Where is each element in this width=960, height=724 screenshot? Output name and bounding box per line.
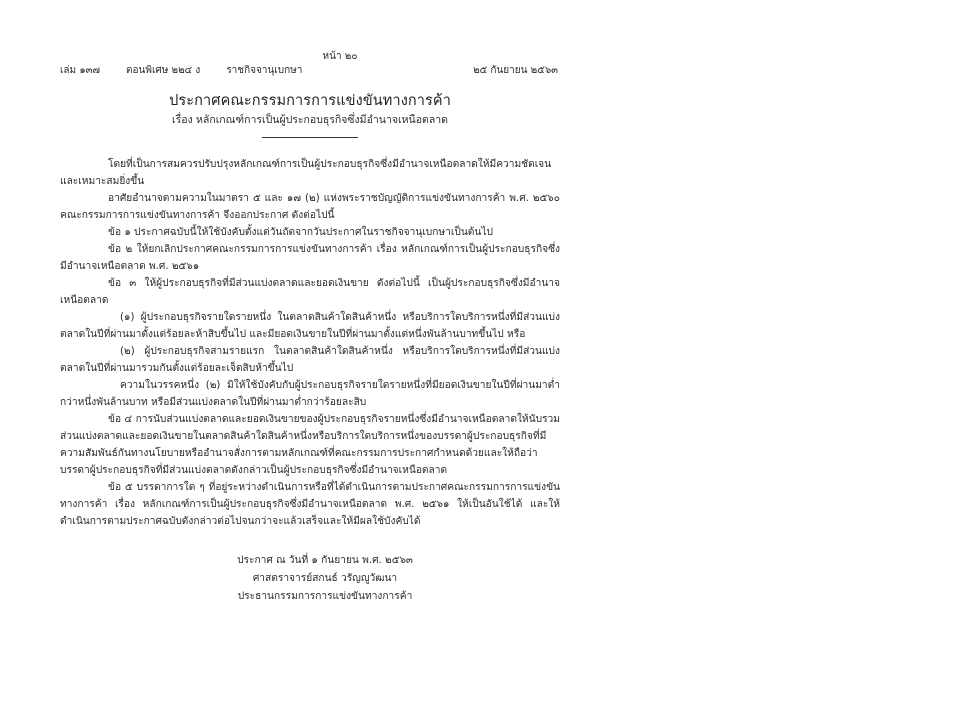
clause-1: ข้อ ๑ ประกาศฉบับนี้ให้ใช้บังคับตั้งแต่วันถัดจากวันประกาศในราชกิจจานุเบกษาเป็นต้นไป <box>108 227 493 238</box>
announcement-body <box>60 156 560 530</box>
clause-4: ข้อ ๔ การนับส่วนแบ่งตลาดและยอดเงินขายของผู้ประกอบธุรกิจรายหนึ่งซึ่งมีอำนาจเหนือตลาดให้นับรวมส่วนแบ่งตลาดและยอดเงินขายในตลาดสินค้าใดสินค้าหนึ่งหรือบริการใดบริการหนึ่งของบรรดาผู้ประกอบธุรกิจที่มีความสัมพันธ์กันทางนโยบายหรืออำนาจสั่งการตามหลักเกณฑ์ที่คณะกรรมการประกาศกำหนดด้วยและให้ถือว่าบรรดาผู้ประกอบธุรกิจที่มีส่วนแบ่งตลาดดังกล่าวเป็นผู้ประกอบธุรกิจซึ่งมีอำนาจเหนือตลาด <box>60 414 560 476</box>
clause-3-item-2: (๒) ผู้ประกอบธุรกิจสามรายแรก ในตลาดสินค้าใดสินค้าหนึ่ง หรือบริการใดบริการหนึ่งที่มีส่วนแบ่งตลาดในปีที่ผ่านมารวมกันตั้งแต่ร้อยละเจ็ดสิบห้าขึ้นไป <box>60 346 560 374</box>
section-number: ตอนพิเศษ ๒๒๔ ง <box>126 65 201 76</box>
gazette-header-left <box>60 64 302 78</box>
gazette-name: ราชกิจจานุเบกษา <box>226 65 303 76</box>
gazette-document <box>60 50 560 606</box>
title-divider <box>262 137 358 138</box>
volume-number: เล่ม ๑๓๗ <box>60 65 101 76</box>
page-number: หน้า ๒๐ <box>322 51 358 62</box>
clause-2: ข้อ ๒ ให้ยกเลิกประกาศคณะกรรมการการแข่งขันทางการค้า เรื่อง หลักเกณฑ์การเป็นผู้ประกอบธุรกิจซึ่งมีอำนาจเหนือตลาด พ.ศ. ๒๕๖๑ <box>60 244 560 272</box>
announcement-subject: เรื่อง หลักเกณฑ์การเป็นผู้ประกอบธุรกิจซึ่งมีอำนาจเหนือตลาด <box>172 114 448 126</box>
clause-5: ข้อ ๕ บรรดาการใด ๆ ที่อยู่ระหว่างดำเนินการหรือที่ได้ดำเนินการตามประกาศคณะกรรมการการแข่งขันทางการค้า เรื่อง หลักเกณฑ์การเป็นผู้ประกอบธุรกิจซึ่งมีอำนาจเหนือตลาด พ.ศ. ๒๕๖๑ ให้เป็นอันใช้ได้ และให้ดำเนินการตามประกาศฉบับดังกล่าวต่อไปจนกว่าจะแล้วเสร็จและให้มีผลใช้บังคับได้ <box>60 482 560 527</box>
clause-3: ข้อ ๓ ให้ผู้ประกอบธุรกิจที่มีส่วนแบ่งตลาดและยอดเงินขาย ดังต่อไปนี้ เป็นผู้ประกอบธุรกิจซึ่งมีอำนาจเหนือตลาด <box>60 278 560 306</box>
clause-3-exception: ความในวรรคหนึ่ง (๒) มิให้ใช้บังคับกับผู้ประกอบธุรกิจรายใดรายหนึ่งที่มียอดเงินขายในปีที่ผ่านมาต่ำกว่าหนึ่งพันล้านบาท หรือมีส่วนแบ่งตลาดในปีที่ผ่านมาต่ำกว่าร้อยละสิบ <box>60 380 560 408</box>
signatory-name: ศาสตราจารย์สกนธ์ วรัญญูวัฒนา <box>252 573 398 584</box>
paragraph: อาศัยอำนาจตามความในมาตรา ๕ และ ๑๗ (๒) แห่งพระราชบัญญัติการแข่งขันทางการค้า พ.ศ. ๒๕๖๐ คณะกรรมการการแข่งขันทางการค้า จึงออกประกาศ ดังต่อไปนี้ <box>60 193 560 221</box>
publication-date: ๒๕ กันยายน ๒๕๖๓ <box>473 65 558 76</box>
signatory-position: ประธานกรรมการการแข่งขันทางการค้า <box>237 591 413 602</box>
announcement-title: ประกาศคณะกรรมการการแข่งขันทางการค้า <box>169 93 451 109</box>
paragraph: โดยที่เป็นการสมควรปรับปรุงหลักเกณฑ์การเป็นผู้ประกอบธุรกิจซึ่งมีอำนาจเหนือตลาดให้มีความชัดเจนและเหมาะสมยิ่งขึ้น <box>60 159 552 187</box>
gazette-header <box>60 64 560 78</box>
signature-block <box>90 552 560 606</box>
clause-3-item-1: (๑) ผู้ประกอบธุรกิจรายใดรายหนึ่ง ในตลาดสินค้าใดสินค้าหนึ่ง หรือบริการใดบริการหนึ่งที่มีส่วนแบ่งตลาดในปีที่ผ่านมาตั้งแต่ร้อยละห้าสิบขึ้นไป และมียอดเงินขายในปีที่ผ่านมาตั้งแต่หนึ่งพันล้านบาทขึ้นไป หรือ <box>60 312 560 340</box>
announcement-date: ประกาศ ณ วันที่ ๑ กันยายน พ.ศ. ๒๕๖๓ <box>237 555 413 566</box>
